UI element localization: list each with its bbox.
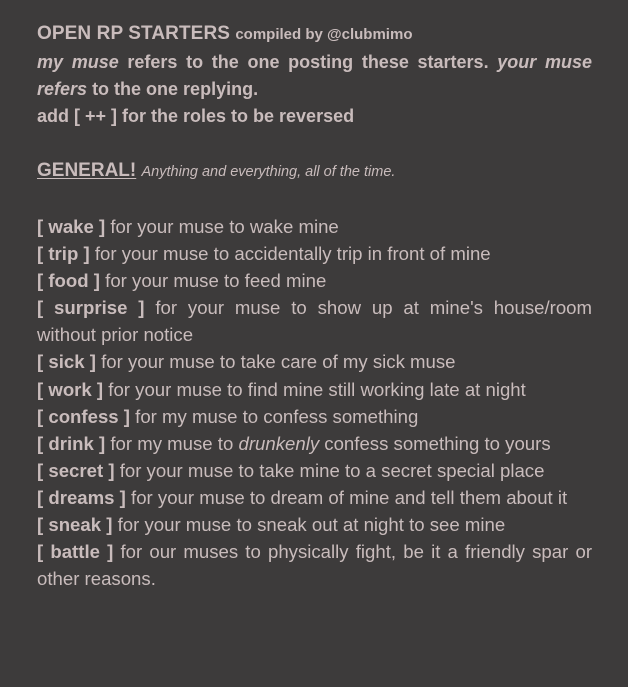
starter-text-before: for my muse to bbox=[110, 432, 234, 454]
starter-text: for your muse to wake mine bbox=[110, 216, 339, 237]
starter-keyword: [ trip ] bbox=[37, 243, 90, 265]
starter-text: for your muse to sneak out at night to see mine bbox=[117, 514, 506, 536]
starter-keyword: [ food ] bbox=[37, 270, 100, 292]
intro-paragraph bbox=[37, 49, 592, 130]
starter-item-drink bbox=[37, 430, 592, 457]
starter-text: for our muses to physically fight, be it a friendly spar or other reasons. bbox=[37, 541, 593, 590]
term-your-muse: your muse refers bbox=[37, 52, 592, 99]
starter-keyword: [ sick ] bbox=[37, 351, 96, 373]
starter-keyword: [ surprise ] bbox=[37, 297, 145, 319]
starter-item-battle bbox=[37, 538, 592, 592]
starter-keyword: [ battle ] bbox=[37, 541, 114, 563]
starter-list bbox=[37, 213, 592, 592]
starter-item-surprise bbox=[37, 294, 592, 348]
starter-keyword: [ sneak ] bbox=[37, 514, 113, 536]
starter-item-work bbox=[37, 376, 592, 403]
starter-text: for your muse to find mine still working late at night bbox=[108, 378, 526, 400]
starter-text: for your muse to accidentally trip in front of mine bbox=[94, 243, 491, 265]
starter-text: for your muse to show up at mine's house/room without prior notice bbox=[37, 297, 592, 346]
term-my-muse: my muse bbox=[37, 52, 119, 72]
starter-text: for your muse to dream of mine and tell them about it bbox=[131, 486, 568, 508]
starter-keyword: [ secret ] bbox=[37, 459, 115, 481]
section-title: GENERAL! bbox=[37, 160, 137, 181]
starter-text: for your muse to feed mine bbox=[105, 270, 327, 292]
header bbox=[37, 20, 592, 49]
starter-text-emphasis: drunkenly bbox=[238, 432, 320, 454]
starter-item-food bbox=[37, 267, 592, 294]
starter-item-secret bbox=[37, 457, 592, 484]
starter-item-dreams bbox=[37, 484, 592, 511]
starter-keyword: [ dreams ] bbox=[37, 486, 126, 508]
starter-keyword: [ drink ] bbox=[37, 432, 106, 454]
credit-line: compiled by @clubmimo bbox=[235, 26, 413, 43]
term-your-muse-definition: to the one replying. bbox=[92, 79, 259, 99]
reverse-note: add [ ++ ] for the roles to be reversed bbox=[37, 106, 355, 126]
term-my-muse-definition: refers to the one posting these starters. bbox=[127, 52, 489, 72]
section-header bbox=[37, 157, 592, 186]
starter-text: for my muse to confess something bbox=[135, 405, 419, 427]
section-description: Anything and everything, all of the time. bbox=[141, 164, 396, 180]
starter-text-after: confess something to yours bbox=[324, 432, 551, 454]
page-title: OPEN RP STARTERS bbox=[37, 23, 231, 44]
starter-keyword: [ confess ] bbox=[37, 405, 130, 427]
starter-item-confess bbox=[37, 403, 592, 430]
starter-keyword: [ wake ] bbox=[37, 216, 106, 237]
starter-keyword: [ work ] bbox=[37, 378, 104, 400]
starter-item-sick bbox=[37, 348, 592, 375]
starter-item-wake bbox=[37, 213, 592, 240]
starter-item-sneak bbox=[37, 511, 592, 538]
starter-item-trip bbox=[37, 240, 592, 267]
starter-text: for your muse to take mine to a secret special place bbox=[119, 459, 545, 481]
starter-text: for your muse to take care of my sick muse bbox=[101, 351, 456, 373]
